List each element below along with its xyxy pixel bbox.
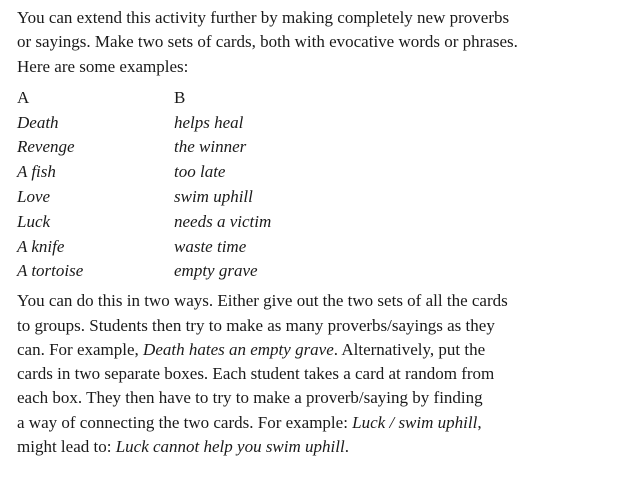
column-a-header: A: [17, 87, 30, 107]
column-b-cell: too late: [174, 162, 226, 182]
column-a-cell: Luck: [17, 211, 51, 231]
column-b-cell: helps heal: [174, 112, 244, 132]
column-a-cell: Love: [17, 187, 51, 207]
column-a-cell: A tortoise: [17, 261, 84, 281]
body-line: [17, 411, 613, 435]
intro-paragraph: [17, 6, 613, 79]
body-line: to groups. Students then try to make as many proverbs/sayings as they: [17, 315, 495, 335]
example-result: Luck cannot help you swim uphill: [115, 437, 345, 457]
body-paragraph: [17, 289, 613, 459]
body-text: . Alternatively, put the: [333, 339, 486, 359]
example-card-pair: Luck / swim uphill: [352, 412, 478, 432]
column-a: [17, 86, 174, 284]
body-line: [17, 338, 613, 362]
intro-line: You can extend this activity further by making completely new proverbs: [17, 8, 510, 27]
body-text: might lead to:: [17, 437, 116, 457]
column-b-cell: needs a victim: [174, 211, 272, 231]
column-b-header: B: [174, 87, 186, 107]
column-a-cell: Death: [17, 112, 59, 132]
example-proverb: Death hates an empty grave: [143, 339, 334, 359]
column-b-cell: waste time: [174, 236, 247, 256]
body-text: .: [344, 437, 349, 457]
intro-line: Here are some examples:: [17, 56, 189, 76]
intro-line: or sayings. Make two sets of cards, both with evocative words or phrases.: [17, 32, 518, 52]
body-text: a way of connecting the two cards. For example:: [17, 412, 353, 432]
body-text: ,: [477, 412, 482, 432]
body-line: [17, 435, 613, 459]
body-line: You can do this in two ways. Either give out the two sets of all the cards: [17, 291, 508, 311]
column-b: [174, 86, 474, 284]
examples-table: [17, 86, 613, 284]
column-a-cell: A fish: [17, 162, 56, 182]
column-a-cell: A knife: [17, 236, 65, 256]
column-b-cell: swim uphill: [174, 187, 253, 207]
column-a-cell: Revenge: [17, 137, 75, 157]
document-page: [17, 6, 613, 459]
column-b-cell: the winner: [174, 137, 247, 157]
body-text: can. For example,: [17, 339, 144, 359]
body-line: each box. They then have to try to make a proverb/saying by finding: [17, 388, 483, 408]
body-line: cards in two separate boxes. Each student takes a card at random from: [17, 364, 495, 384]
column-b-cell: empty grave: [174, 261, 258, 281]
